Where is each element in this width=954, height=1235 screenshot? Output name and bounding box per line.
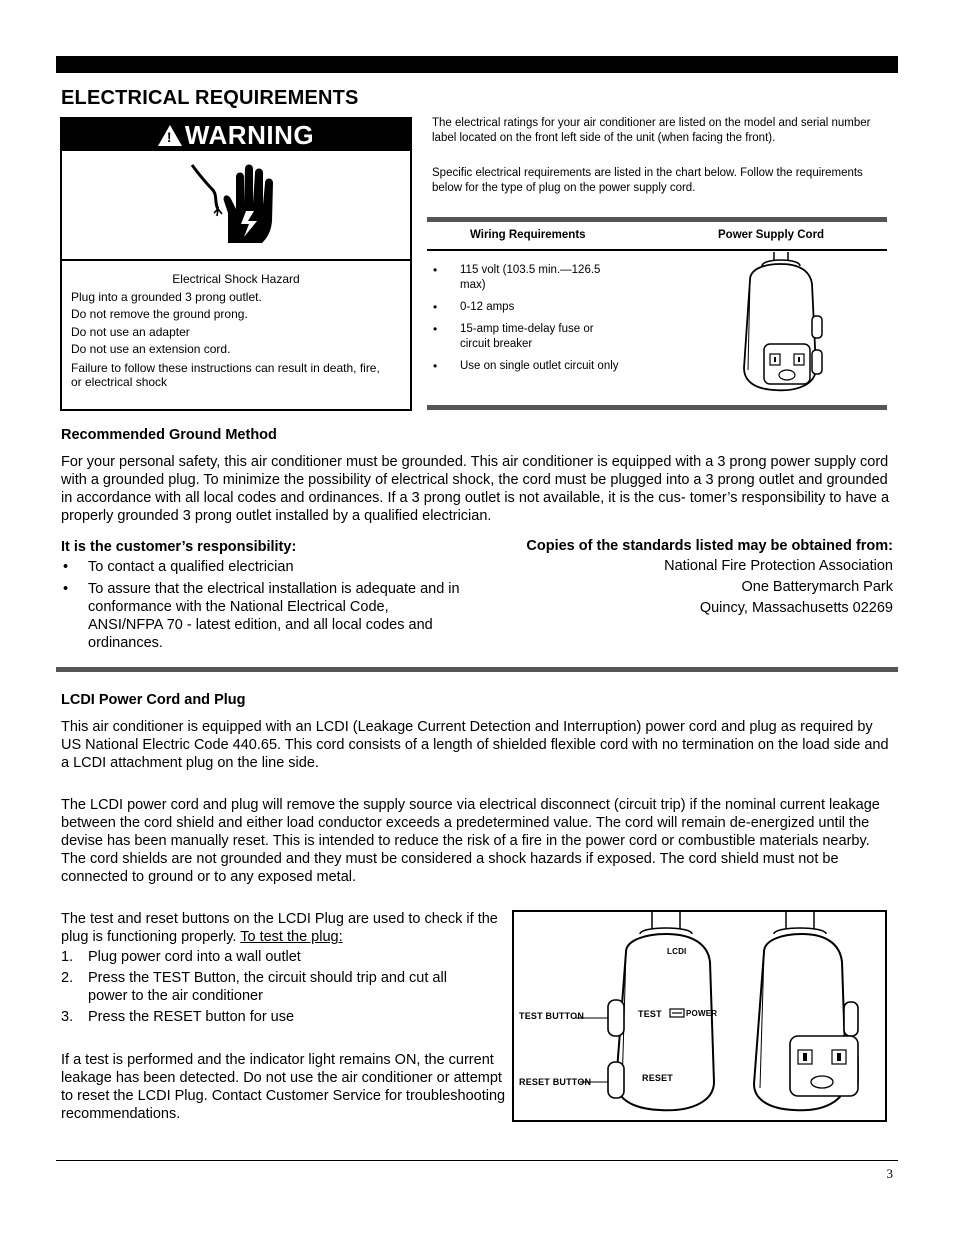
electric-shock-hand-icon bbox=[184, 159, 280, 251]
warning-line: Failure to follow these instructions can result in death, fire, or electrical shock bbox=[71, 360, 380, 389]
requirements-paragraph: Specific electrical requirements are listed in the chart below. Follow the requirements below for the type of plug on the power supply cord. bbox=[432, 167, 863, 194]
lcdi-paragraph-3: If a test is performed and the indicator light remains ON, the current leakage has been detected. Do not use the air conditioner or attempt to reset the LCDI Plug. Contact Customer Service for troubleshooting recommendations. bbox=[61, 1052, 506, 1122]
list-item: • 15-amp time-delay fuse or circuit breaker bbox=[432, 322, 612, 352]
test-intro-text: The test and reset buttons on the LCDI Plug are used to check if the plug is functioning properly. bbox=[61, 911, 498, 945]
table-header-cord: Power Supply Cord bbox=[718, 229, 825, 241]
warning-triangle-icon: ! bbox=[158, 125, 182, 146]
lcdi-heading: LCDI Power Cord and Plug bbox=[61, 692, 246, 708]
test-button-label: TEST BUTTON bbox=[519, 1011, 585, 1021]
reset-button-label: RESET BUTTON bbox=[519, 1077, 592, 1087]
warning-label: WARNING bbox=[184, 119, 315, 150]
warning-line: Plug into a grounded 3 prong outlet. bbox=[71, 289, 262, 304]
ground-method-heading: Recommended Ground Method bbox=[61, 427, 277, 443]
list-item: • To assure that the electrical installation is adequate and in conformance with the National Electrical Code, ANSI/NFPA 70 - latest edition, and all local codes and ordinances. bbox=[61, 580, 466, 652]
warning-box bbox=[60, 117, 412, 411]
step-text: Plug power cord into a wall outlet bbox=[88, 949, 301, 965]
lcdi-paragraph-2: The LCDI power cord and plug will remove the supply source via electrical disconnect (circuit trip) if the nominal current leakage between the cord shield and either load conductor exceeds a predetermined value. The cord will remain de-energized until the devise has been manually reset. This is intended to reduce the risk of a fire in the power cord or combustible materials nearby. The cord shields are not grounded and they must be considered a shock hazards if exposed. The cord shield must not be connected to ground or to any exposed metal. bbox=[61, 797, 880, 885]
responsibility-heading: It is the customer’s responsibility: bbox=[61, 539, 297, 555]
section-divider bbox=[56, 667, 898, 672]
shock-hazard-icon-area bbox=[62, 151, 410, 261]
hazard-title: Electrical Shock Hazard bbox=[172, 272, 300, 286]
table-top-rule bbox=[427, 217, 887, 222]
table-header-wiring: Wiring Requirements bbox=[470, 229, 586, 241]
step-number: 2. bbox=[61, 970, 74, 986]
warning-line: Do not use an adapter bbox=[71, 324, 190, 339]
section-title: ELECTRICAL REQUIREMENTS bbox=[61, 87, 359, 109]
list-item bbox=[61, 969, 486, 1005]
list-item: • Use on single outlet circuit only bbox=[432, 359, 632, 374]
top-rule bbox=[56, 56, 898, 73]
footer-rule bbox=[56, 1160, 898, 1161]
list-item bbox=[61, 948, 501, 966]
step-number: 1. bbox=[61, 949, 74, 965]
lcdi-label: LCDI bbox=[667, 947, 687, 956]
address-line: Quincy, Massachusetts 02269 bbox=[699, 600, 893, 616]
test-steps-list bbox=[61, 948, 501, 1029]
wiring-requirements-list bbox=[432, 263, 632, 381]
list-item: • 115 volt (103.5 min.—126.5 max) bbox=[432, 263, 622, 293]
ground-method-paragraph: For your personal safety, this air conditioner must be grounded. This air conditioner is equipped with a 3 prong power supply cord with a grounded plug. To minimize the possibility of electrical shock, the cord must be plugged into a 3 prong outlet and grounded in accordance with all local codes and ordinances. If a 3 prong outlet is not available, it is the cus- tomer’s responsibility to have a properly grounded 3 prong outlet installed by a qualified electrician. bbox=[61, 454, 890, 524]
warning-line: Do not remove the ground prong. bbox=[71, 307, 248, 321]
power-cord-plug-image bbox=[736, 250, 828, 398]
address-line: One Batterymarch Park bbox=[741, 579, 893, 595]
ratings-paragraph: The electrical ratings for your air conditioner are listed on the model and serial number label located on the front left side of the unit (when facing the front). bbox=[432, 117, 871, 144]
test-intro-paragraph bbox=[61, 910, 509, 946]
table-bottom-rule bbox=[427, 405, 887, 410]
list-item: • To contact a qualified electrician bbox=[61, 558, 471, 576]
address-line: National Fire Protection Association bbox=[664, 558, 893, 574]
warning-header bbox=[62, 119, 410, 151]
page-number: 3 bbox=[886, 1166, 893, 1181]
test-label: TEST bbox=[638, 1009, 662, 1019]
lcdi-plug-diagram bbox=[512, 910, 887, 1122]
responsibility-list bbox=[61, 558, 471, 656]
step-text: Press the RESET button for use bbox=[88, 1009, 295, 1025]
warning-line: Do not use an extension cord. bbox=[71, 342, 231, 356]
test-link-text: To test the plug: bbox=[240, 929, 343, 945]
standards-heading: Copies of the standards listed may be obtained from: bbox=[526, 538, 893, 554]
step-text: Press the TEST Button, the circuit should trip and cut all power to the air conditioner bbox=[88, 970, 447, 1004]
step-number: 3. bbox=[61, 1009, 74, 1025]
lcdi-paragraph-1: This air conditioner is equipped with an LCDI (Leakage Current Detection and Interruption) power cord and plug as required by US National Electric Code 440.65. This cord consists of a length of shielded flexible cord with no termination on the load side and a LCDI attachment plug on the line side. bbox=[61, 719, 889, 771]
reset-label: RESET bbox=[642, 1073, 674, 1083]
power-label: POWER bbox=[686, 1009, 718, 1018]
list-item bbox=[61, 1008, 501, 1026]
list-item: • 0-12 amps bbox=[432, 300, 632, 315]
standards-source bbox=[526, 538, 893, 619]
warning-text bbox=[62, 261, 410, 390]
